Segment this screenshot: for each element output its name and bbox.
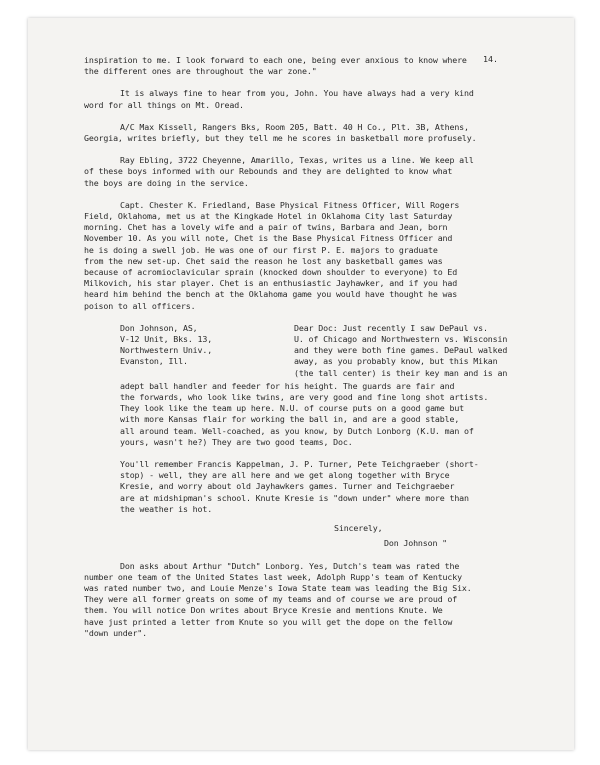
paragraph-2: [84, 88, 544, 110]
page-number: 14.: [483, 54, 498, 64]
paragraph-6: [84, 561, 544, 639]
text-line: Kresie, and worry about old Jayhawkers games. Turner and Teichgraeber: [120, 481, 455, 492]
text-line: the boys are doing in the service.: [84, 177, 249, 188]
paragraph-1: [84, 55, 544, 77]
paragraph-5: [84, 200, 544, 312]
text-line: A/C Max Kissell, Rangers Bks, Room 205, Batt. 40 H Co., Plt. 3B, Athens,: [120, 121, 469, 132]
text-line: inspiration to me. I look forward to each one, being ever anxious to know where: [84, 55, 467, 65]
text-line: yours, wasn't he?) They are two good teams, Doc.: [120, 436, 353, 447]
text-line: Capt. Chester K. Friedland, Base Physical Fitness Officer, Will Rogers: [120, 199, 460, 210]
address-line: Don Johnson, AS,: [120, 322, 198, 333]
text-line: heard him behind the bench at the Oklahoma game you would have thought he was: [84, 289, 458, 300]
text-line: It is always fine to hear from you, John. You have always had a very kind: [120, 88, 474, 99]
text-line: morning. Chet has a lovely wife and a pair of twins, Barbara and Jean, born: [84, 222, 448, 233]
quoted-letter: [84, 323, 544, 381]
text-line: stop) - well, they are all here and we get along together with Bryce: [120, 470, 450, 481]
text-line: U. of Chicago and Northwestern vs. Wisconsin: [294, 334, 508, 345]
letter-signature: Don Johnson ": [384, 538, 447, 549]
text-line: the different ones are throughout the war zone.": [84, 66, 317, 77]
letter-address: [120, 323, 290, 368]
text-line: They were all former greats on some of my teams and of course we are proud of: [84, 594, 458, 605]
text-line: because of acromioclavicular sprain (knocked down shoulder to everyone) to Ed: [84, 267, 458, 278]
text-line: "down under".: [84, 627, 147, 638]
text-line: Georgia, writes briefly, but they tell me he scores in basketball more profusely.: [84, 133, 477, 144]
text-line: They look like the team up here. N.U. of course puts on a good game but: [120, 403, 465, 414]
text-line: with more Kansas flair for working the ball in, and are a good stable,: [120, 414, 460, 425]
text-line: and they were both fine games. DePaul walked: [294, 345, 508, 356]
paragraph-3: [84, 122, 544, 144]
letter-opening: [294, 323, 554, 379]
text-line: them. You will notice Don writes about Bryce Kresie and mentions Knute. We: [84, 605, 443, 616]
text-line: November 10. As you will note, Chet is the Base Physical Fitness Officer and: [84, 233, 453, 244]
text-line: he is doing a swell job. He was one of our first P. E. majors to graduate: [84, 244, 438, 255]
letter-closing: Sincerely,: [334, 523, 383, 534]
text-line: from the new set-up. Chet said the reason he lost any basketball games was: [84, 255, 443, 266]
address-line: V-12 Unit, Bks. 13,: [120, 334, 213, 345]
text-line: have just printed a letter from Knute so you will get the dope on the fellow: [84, 616, 453, 627]
text-line: Milkovich, his star player. Chet is an enthusiastic Jayhawker, and if you had: [84, 278, 458, 289]
text-line: Dear Doc: Just recently I saw DePaul vs.: [294, 322, 488, 333]
text-line: Don asks about Arthur "Dutch" Lonborg. Yes, Dutch's team was rated the: [120, 560, 460, 571]
address-line: Evanston, Ill.: [120, 356, 188, 367]
text-line: away, as you probably know, but this Mikan: [294, 356, 498, 367]
text-line: (the tall center) is their key man and is an: [294, 367, 508, 378]
text-line: Field, Oklahoma, met us at the Kingkade Hotel in Oklahoma City last Saturday: [84, 211, 453, 222]
text-line: are at midshipman's school. Knute Kresie is "down under" where more than: [120, 492, 469, 503]
text-line: the weather is hot.: [120, 503, 213, 514]
text-line: was rated number two, and Louie Menze's Iowa State team was leading the Big Six.: [84, 582, 472, 593]
letter-body: [84, 381, 544, 448]
text-line: word for all things on Mt. Oread.: [84, 99, 244, 110]
text-line: of these boys informed with our Rebounds and they are delighted to know what: [84, 166, 453, 177]
letter-paragraph-2: [84, 459, 544, 515]
document-body: [84, 55, 544, 639]
text-line: You'll remember Francis Kappelman, J. P. Turner, Pete Teichgraeber (short-: [120, 459, 479, 470]
text-line: adept ball handler and feeder for his height. The guards are fair and: [120, 380, 455, 391]
text-line: Ray Ebling, 3722 Cheyenne, Amarillo, Texas, writes us a line. We keep all: [120, 155, 474, 166]
address-line: Northwestern Univ.,: [120, 345, 213, 356]
text-line: the forwards, who look like twins, are very good and fine long shot artists.: [120, 392, 489, 403]
text-line: number one team of the United States last week, Adolph Rupp's team of Kentucky: [84, 571, 462, 582]
paragraph-4: [84, 155, 544, 189]
text-line: poison to all officers.: [84, 300, 196, 311]
text-line: all around team. Well-coached, as you know, by Dutch Lonborg (K.U. man of: [120, 425, 474, 436]
